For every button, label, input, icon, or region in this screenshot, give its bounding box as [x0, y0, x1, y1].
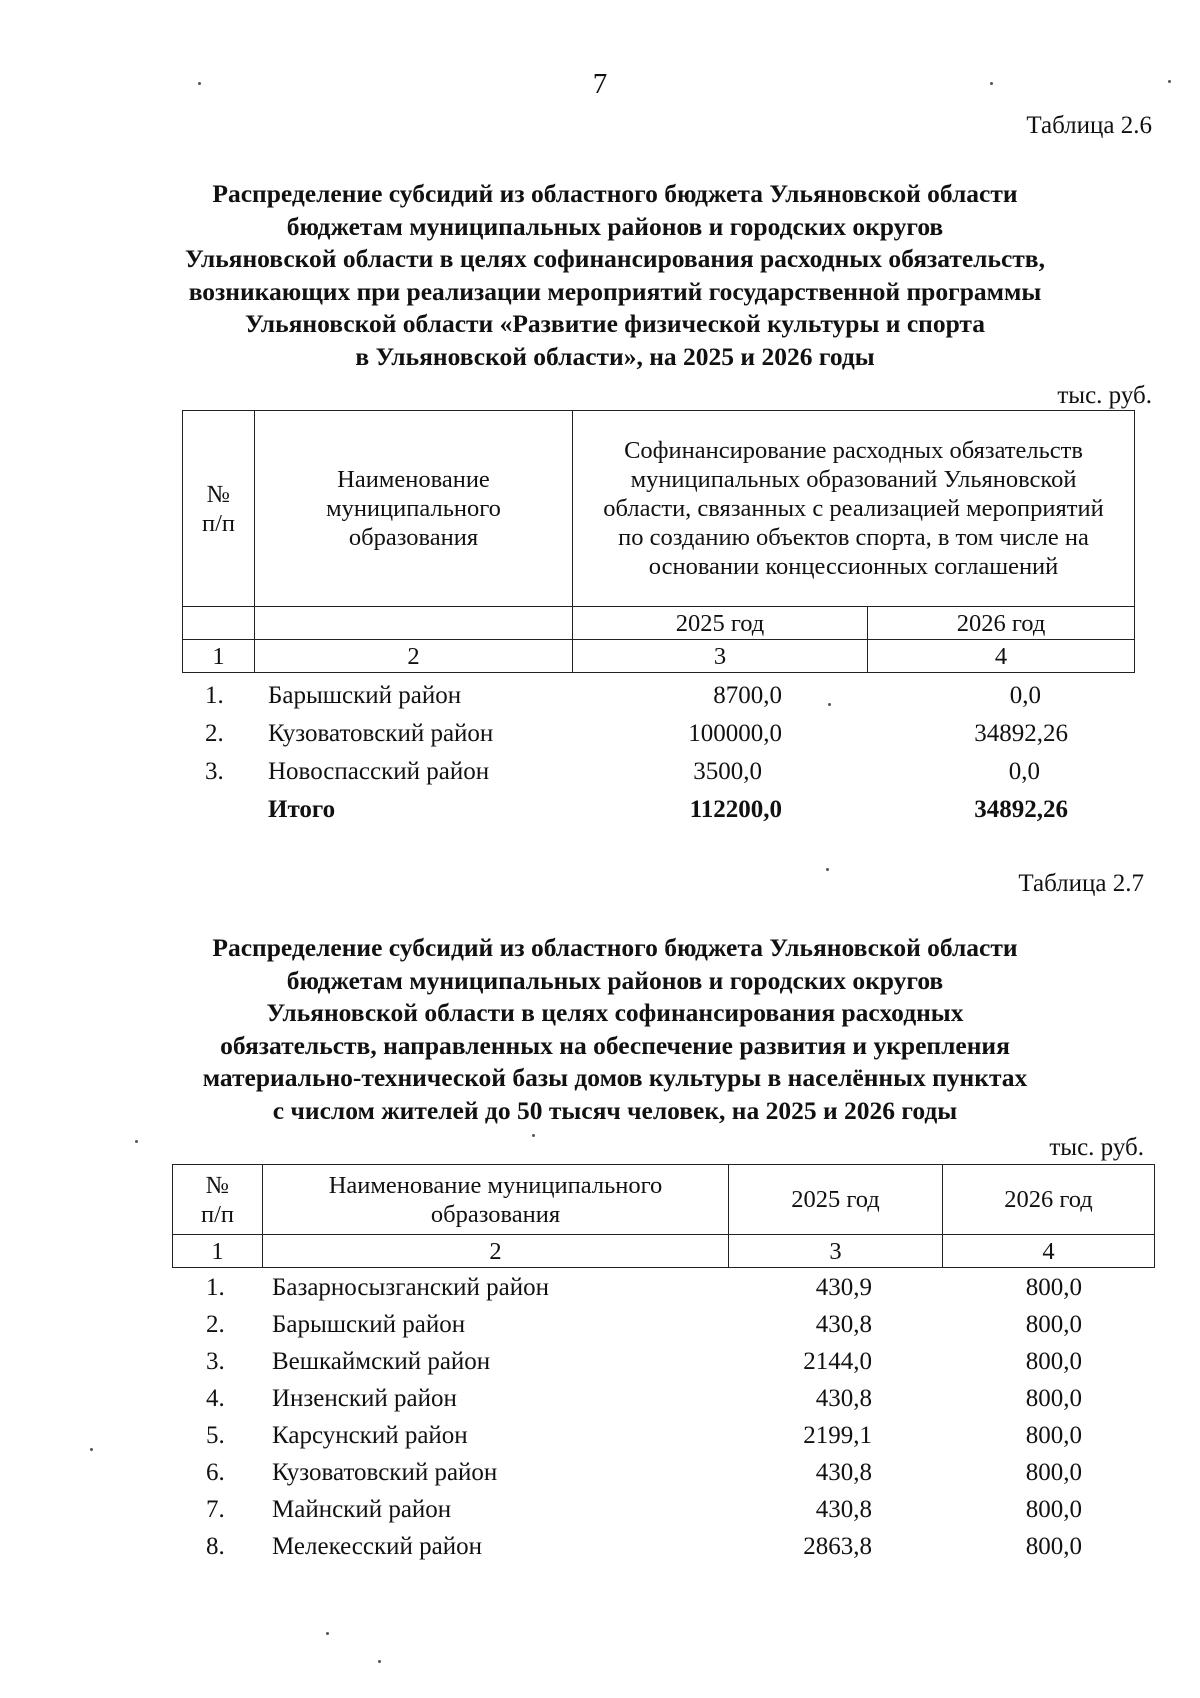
row-value-2025: 430,8: [815, 1385, 872, 1412]
scan-speck: [826, 868, 829, 871]
scan-speck: [378, 1660, 381, 1663]
header-index: 4: [868, 640, 1135, 673]
table-row: [0, 1307, 1200, 1343]
header-index: 3: [729, 1235, 943, 1268]
row-value-2026: 0,0: [1008, 758, 1040, 785]
row-name: Базарносызганский район: [272, 1274, 550, 1301]
row-value-2026: 800,0: [1025, 1422, 1082, 1449]
page-number: 7: [592, 68, 608, 100]
row-number: 8.: [206, 1533, 225, 1560]
table-row: [0, 678, 1200, 714]
row-number: 2.: [206, 1311, 225, 1338]
table-row: [0, 754, 1200, 790]
header-index: 2: [263, 1235, 729, 1268]
row-value-2026: 800,0: [1025, 1533, 1082, 1560]
row-name: Новоспасский район: [268, 758, 490, 785]
title-line: бюджетам муниципальных районов и городских округов: [286, 965, 944, 995]
row-number: 1.: [205, 682, 224, 709]
title-line: возникающих при реализации мероприятий государственной программы: [188, 276, 1042, 306]
table-row: [0, 1381, 1200, 1417]
title-line: Распределение субсидий из областного бюджета Ульяновской области: [212, 933, 1018, 962]
table-2-6-header: [182, 410, 1135, 673]
table-row: [0, 1492, 1200, 1528]
title-line: Ульяновской области «Развитие физической культуры и спорта: [244, 309, 986, 338]
table-row: [0, 1344, 1200, 1380]
row-value-2025: 430,8: [815, 1459, 872, 1486]
row-name: Инзенский район: [272, 1385, 457, 1412]
scan-speck: [198, 82, 201, 85]
header-empty-cell: [183, 607, 255, 640]
row-name: Кузоватовский район: [272, 1459, 498, 1486]
total-label: Итого: [268, 796, 336, 823]
header-name-col: Наименование муниципального образования: [255, 411, 573, 607]
row-number: 5.: [206, 1422, 225, 1449]
header-year-2026: 2026 год: [943, 1165, 1155, 1235]
row-number: 4.: [206, 1385, 225, 1412]
total-value-2025: 112200,0: [689, 796, 782, 823]
header-index: 1: [173, 1235, 263, 1268]
title-line: в Ульяновской области», на 2025 и 2026 годы: [355, 341, 875, 371]
title-line: Ульяновской области в целях софинансирования расходных: [266, 998, 964, 1027]
scan-speck: [828, 703, 831, 706]
header-num-col: № п/п: [183, 411, 255, 607]
table-2-6-label: Таблица 2.6: [1026, 112, 1152, 139]
row-number: 6.: [206, 1459, 225, 1486]
header-index: 3: [573, 640, 868, 673]
row-name: Вешкаймский район: [272, 1348, 491, 1375]
row-name: Барышский район: [268, 682, 462, 709]
row-name: Барышский район: [272, 1311, 466, 1338]
row-value-2025: 8700,0: [713, 682, 782, 709]
table-2-7-label: Таблица 2.7: [1018, 870, 1144, 897]
table-2-6-unit: тыс. руб.: [1057, 382, 1152, 409]
row-value-2026: 34892,26: [974, 720, 1068, 747]
header-group-col: Софинансирование расходных обязательств муниципальных образований Ульяновской области, связанных с реализацией мероприятий по созданию объектов спорта, в том числе на основании концессионных соглашений: [573, 411, 1135, 607]
row-name: Кузоватовский район: [268, 720, 494, 747]
total-value-2026: 34892,26: [974, 796, 1068, 823]
title-line: бюджетам муниципальных районов и городских округов: [286, 211, 944, 241]
header-year-2026: 2026 год: [868, 607, 1135, 640]
row-value-2026: 0,0: [1009, 682, 1041, 709]
row-value-2026: 800,0: [1025, 1311, 1082, 1338]
row-value-2025: 430,8: [815, 1311, 872, 1338]
table-row: [0, 1455, 1200, 1491]
row-value-2025: 2144,0: [803, 1348, 872, 1375]
row-value-2025: 2199,1: [803, 1422, 872, 1449]
header-index: 1: [183, 640, 255, 673]
row-value-2025: 3500,0: [693, 758, 762, 785]
row-value-2026: 800,0: [1025, 1274, 1082, 1301]
header-index: 2: [255, 640, 573, 673]
table-2-7-title: [0, 932, 1200, 1127]
header-index: 4: [943, 1235, 1155, 1268]
row-name: Карсунский район: [272, 1422, 468, 1449]
row-value-2025: 430,8: [815, 1496, 872, 1523]
row-value-2026: 800,0: [1025, 1496, 1082, 1523]
table-2-7-unit: тыс. руб.: [1049, 1134, 1144, 1161]
header-name-col: Наименование муниципального образования: [263, 1165, 729, 1235]
scan-speck: [326, 1632, 329, 1635]
table-row: [0, 1270, 1200, 1306]
title-line: Распределение субсидий из областного бюджета Ульяновской области: [212, 179, 1018, 208]
row-number: 3.: [205, 758, 224, 785]
row-number: 1.: [206, 1274, 225, 1301]
header-year-2025: 2025 год: [573, 607, 868, 640]
scan-speck: [532, 1134, 535, 1137]
table-total-row: [0, 792, 1200, 828]
table-row: [0, 1418, 1200, 1454]
row-value-2026: 800,0: [1025, 1385, 1082, 1412]
header-num-col: № п/п: [173, 1165, 263, 1235]
header-year-2025: 2025 год: [729, 1165, 943, 1235]
scan-speck: [1168, 80, 1171, 83]
row-number: 7.: [206, 1496, 225, 1523]
table-2-7-header: [172, 1164, 1155, 1268]
title-line: обязательств, направленных на обеспечение развития и укрепления: [220, 1030, 1010, 1060]
row-name: Майнский район: [272, 1496, 452, 1523]
row-number: 2.: [205, 720, 224, 747]
table-2-6-title: [0, 178, 1200, 373]
row-value-2026: 800,0: [1025, 1348, 1082, 1375]
table-row: [0, 1529, 1200, 1565]
row-value-2025: 100000,0: [688, 720, 782, 747]
table-row: [0, 716, 1200, 752]
title-line: Ульяновской области в целях софинансирования расходных обязательств,: [185, 244, 1045, 273]
row-number: 3.: [206, 1348, 225, 1375]
header-empty-cell: [255, 607, 573, 640]
row-name: Мелекесский район: [272, 1533, 483, 1560]
scan-speck: [990, 82, 993, 85]
row-value-2025: 2863,8: [803, 1533, 872, 1560]
row-value-2025: 430,9: [815, 1274, 872, 1301]
title-line: материально-технической базы домов культуры в населённых пунктах: [202, 1063, 1028, 1092]
title-line: с числом жителей до 50 тысяч человек, на 2025 и 2026 годы: [272, 1095, 958, 1125]
row-value-2026: 800,0: [1025, 1459, 1082, 1486]
scan-speck: [90, 1448, 93, 1451]
scan-speck: [135, 1140, 138, 1143]
